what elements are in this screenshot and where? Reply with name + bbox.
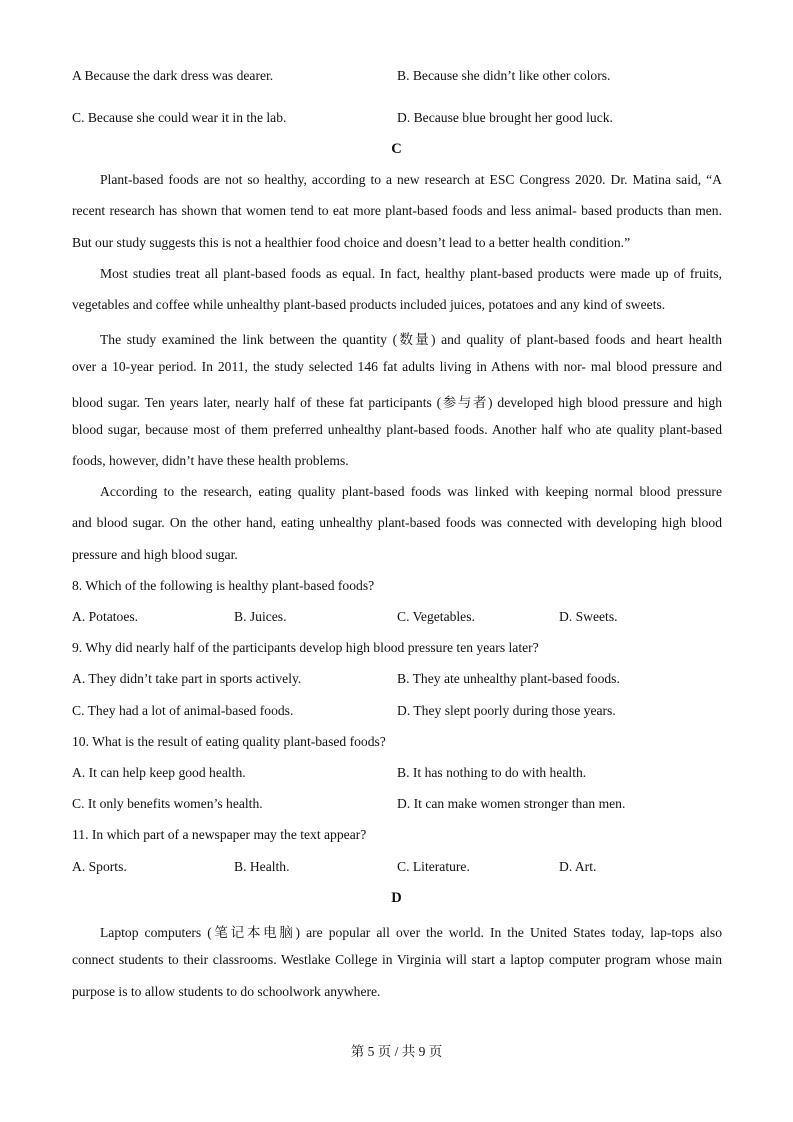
text-line: blood sugar, because most of them preferred unhealthy plant-based foods. Another half who ate quality plant-based [72, 422, 722, 437]
question-11-stem: 11. In which part of a newspaper may the text appear? [72, 827, 367, 842]
question-11-option-c: C. Literature. [397, 859, 470, 874]
prev-option-a: A Because the dark dress was dearer. [72, 68, 274, 83]
question-11-option-b: B. Health. [234, 859, 290, 874]
question-8-stem: 8. Which of the following is healthy plant-based foods? [72, 578, 375, 593]
question-9-option-a: A. They didn’t take part in sports actively. [72, 671, 302, 686]
text-line: foods, however, didn’t have these health problems. [72, 453, 349, 468]
section-d-title: D [391, 890, 402, 906]
question-11-option-a: A. Sports. [72, 859, 127, 874]
text-line: Laptop computers (笔记本电脑) are popular all over the world. In the United States today, lap-tops also [100, 925, 722, 940]
question-8-option-b: B. Juices. [234, 609, 287, 624]
text-line: over a 10-year period. In 2011, the study selected 146 fat adults living in Athens with nor- mal blood pressure and [72, 359, 722, 374]
question-10-option-d: D. It can make women stronger than men. [397, 796, 626, 811]
prev-option-c: C. Because she could wear it in the lab. [72, 110, 287, 125]
question-11-option-d: D. Art. [559, 859, 597, 874]
question-10-option-c: C. It only benefits women’s health. [72, 796, 263, 811]
text-line: purpose is to allow students to do schoolwork anywhere. [72, 984, 381, 999]
section-c-title: C [391, 141, 402, 157]
question-8-option-c: C. Vegetables. [397, 609, 475, 624]
text-line: and blood sugar. On the other hand, eating unhealthy plant-based foods was connected with developing high blood [72, 515, 722, 530]
text-line: connect students to their classrooms. Westlake College in Virginia will start a laptop computer program whose main [72, 952, 722, 967]
text-line: The study examined the link between the quantity (数量) and quality of plant-based foods and heart health [100, 332, 722, 347]
text-line: But our study suggests this is not a healthier food choice and doesn’t lead to a better health condition.” [72, 235, 631, 250]
text-line: Most studies treat all plant-based foods as equal. In fact, healthy plant-based products were made up of fruits, [100, 266, 722, 281]
prev-option-b: B. Because she didn’t like other colors. [397, 68, 611, 83]
text-line: According to the research, eating quality plant-based foods was linked with keeping normal blood pressure [100, 484, 722, 499]
text-line: recent research has shown that women tend to eat more plant-based foods and less animal- based products than men. [72, 203, 722, 218]
question-10-option-a: A. It can help keep good health. [72, 765, 246, 780]
question-9-stem: 9. Why did nearly half of the participants develop high blood pressure ten years later? [72, 640, 539, 655]
text-line: vegetables and coffee while unhealthy plant-based products included juices, potatoes and any kind of sweets. [72, 297, 666, 312]
text-line: blood sugar. Ten years later, nearly half of these fat participants (参与者) developed high blood pressure and high [72, 395, 722, 410]
prev-option-d: D. Because blue brought her good luck. [397, 110, 613, 125]
question-8-option-d: D. Sweets. [559, 609, 618, 624]
question-10-option-b: B. It has nothing to do with health. [397, 765, 587, 780]
text-line: pressure and high blood sugar. [72, 547, 238, 562]
question-8-option-a: A. Potatoes. [72, 609, 139, 624]
question-9-option-d: D. They slept poorly during those years. [397, 703, 616, 718]
question-9-option-c: C. They had a lot of animal-based foods. [72, 703, 294, 718]
text-line: Plant-based foods are not so healthy, according to a new research at ESC Congress 2020. Dr. Matina said, “A [100, 172, 722, 187]
page-number-footer: 第 5 页 / 共 9 页 [350, 1044, 443, 1059]
question-10-stem: 10. What is the result of eating quality plant-based foods? [72, 734, 386, 749]
question-9-option-b: B. They ate unhealthy plant-based foods. [397, 671, 620, 686]
